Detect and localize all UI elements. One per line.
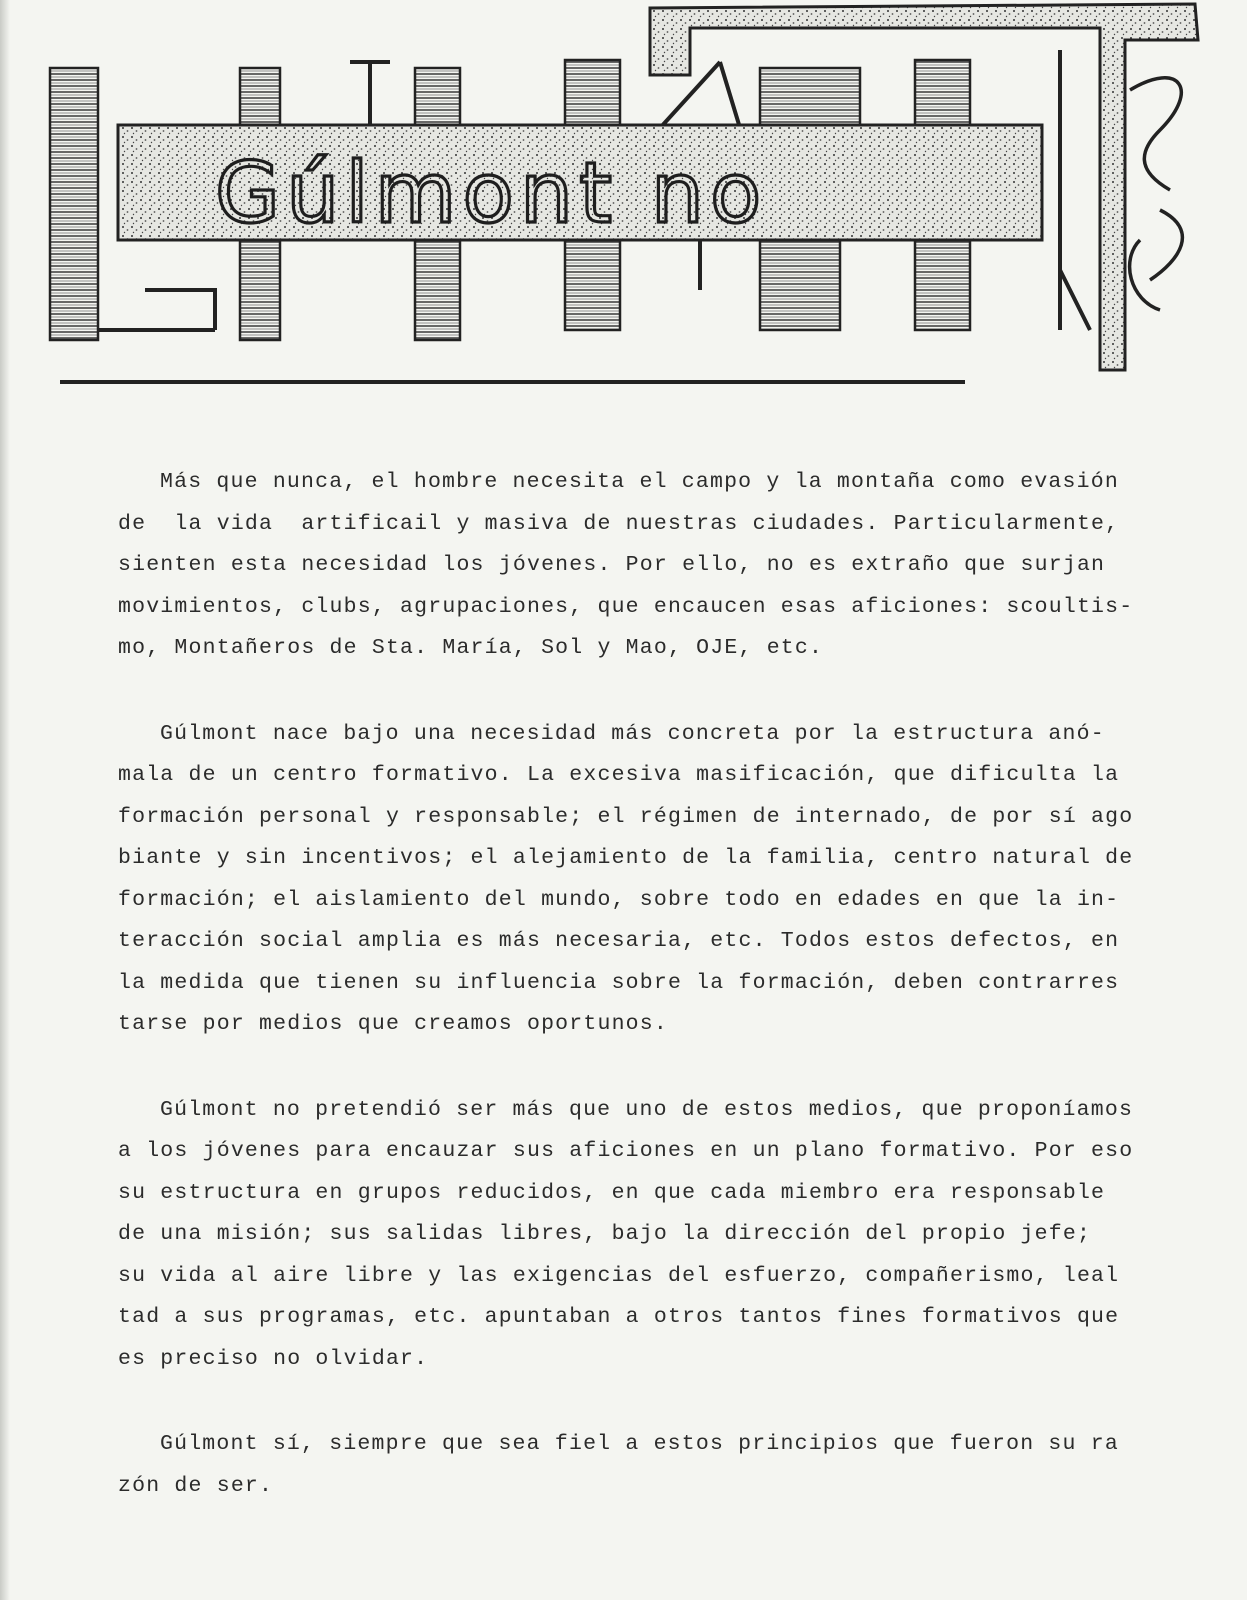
text-line: mala de un centro formativo. La excesiva masificación, que dificulta la — [118, 763, 1120, 787]
text-line: formación personal y responsable; el régimen de internado, de por sí ago — [118, 804, 1134, 829]
text-line: formación; el aislamiento del mundo, sobre todo en edades en que la in- — [118, 887, 1120, 912]
paragraph-3 — [118, 1090, 1208, 1381]
paragraph-1 — [118, 462, 1208, 670]
page-edge-shadow — [0, 0, 10, 1600]
paragraph-2 — [118, 714, 1208, 1046]
text-line: la medida que tienen su influencia sobre la formación, deben contrarres — [118, 970, 1120, 995]
text-line: su estructura en grupos reducidos, en que cada miembro era responsable — [118, 1180, 1106, 1205]
text-line: Gúlmont nace bajo una necesidad más concreta por la estructura anó- — [160, 721, 1105, 746]
gulmont-logo-header — [40, 0, 1220, 400]
text-line: Gúlmont no pretendió ser más que uno de estos medios, que proponíamos — [160, 1097, 1134, 1122]
text-line: biante y sin incentivos; el alejamiento de la familia, centro natural de — [118, 846, 1134, 870]
title-banner-text: Gúlmont no — [215, 144, 768, 242]
text-line: tad a sus programas, etc. apuntaban a otros tantos fines formativos que — [118, 1305, 1120, 1329]
text-line: sienten esta necesidad los jóvenes. Por ello, no es extraño que surjan — [118, 553, 1106, 577]
text-line: su vida al aire libre y las exigencias del esfuerzo, compañerismo, leal — [118, 1263, 1120, 1288]
text-line: es preciso no olvidar. — [118, 1346, 429, 1371]
text-line: Gúlmont sí, siempre que sea fiel a estos principios que fueron su ra — [160, 1432, 1119, 1456]
text-line: de la vida artificail y masiva de nuestras ciudades. Particularmente, — [118, 511, 1120, 536]
text-line: tarse por medios que creamos oportunos. — [118, 1012, 668, 1036]
header-rule — [60, 380, 965, 384]
text-line: a los jóvenes para encauzar sus aficiones en un plano formativo. Por eso — [118, 1139, 1134, 1163]
text-line: zón de ser. — [118, 1473, 274, 1498]
body-text — [118, 462, 1208, 1551]
logo-curves — [1130, 78, 1183, 310]
text-line: Más que nunca, el hombre necesita el campo y la montaña como evasión — [160, 470, 1119, 494]
text-line: movimientos, clubs, agrupaciones, que encaucen esas aficiones: scoultis- — [118, 594, 1134, 619]
text-line: de una misión; sus salidas libres, bajo la dirección del propio jefe; — [118, 1222, 1092, 1246]
text-line: teracción social amplia es más necesaria, etc. Todos estos defectos, en — [118, 929, 1120, 953]
paragraph-4 — [118, 1424, 1208, 1507]
text-line: mo, Montañeros de Sta. María, Sol y Mao, OJE, etc. — [118, 636, 824, 660]
